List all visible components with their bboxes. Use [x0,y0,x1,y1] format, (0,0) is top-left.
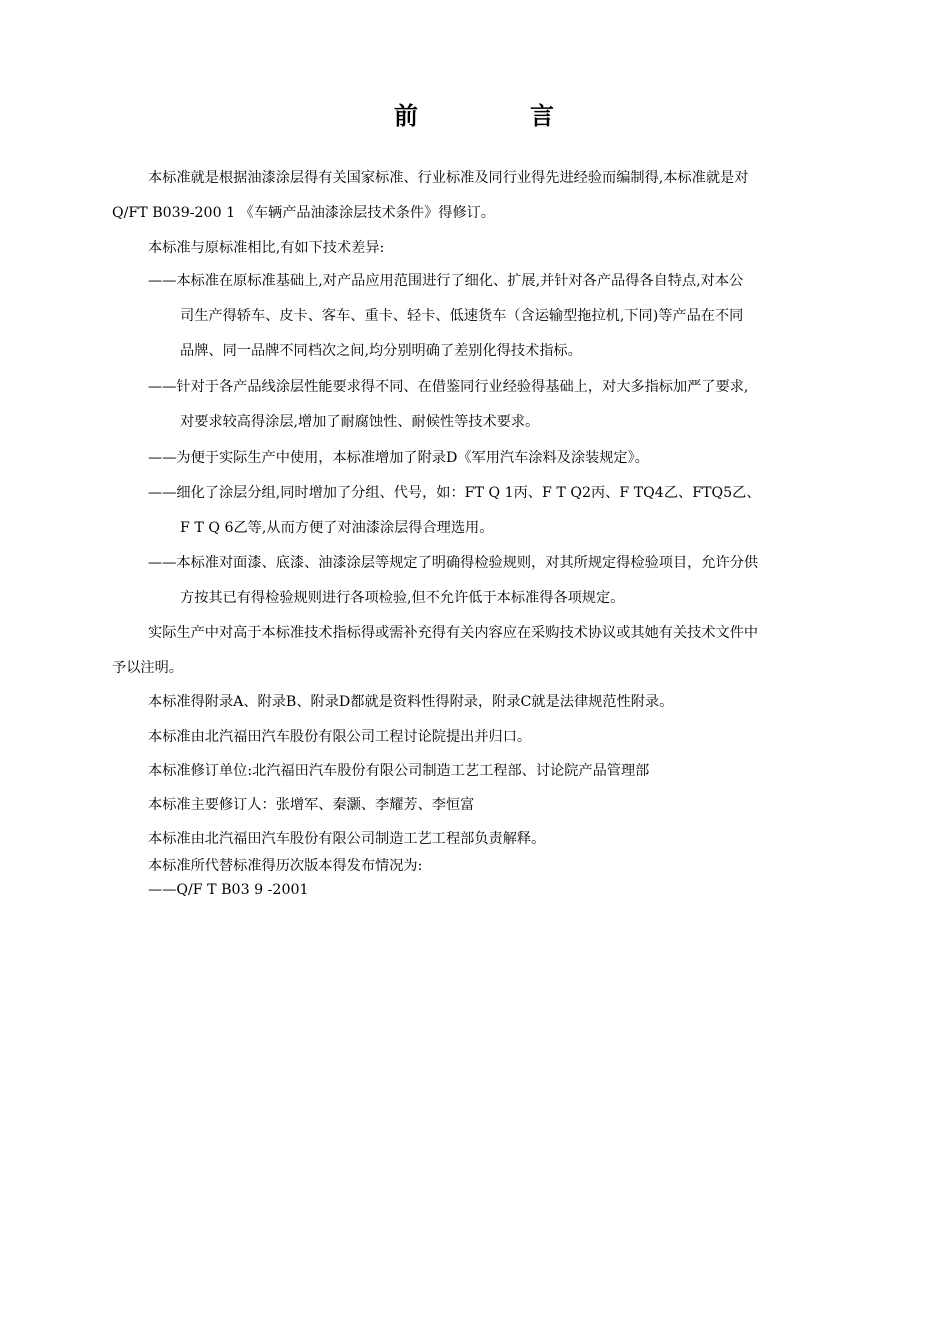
practice-paragraph [112,616,860,686]
diff-item-4-line-1: ——细化了涂层分组,同时增加了分组、代号，如：FT Q 1丙、F T Q2丙、F TQ4乙、FTQ5乙、 [148,485,761,501]
appendix-note-line: 本标准得附录A、附录B、附录D都就是资料性得附录，附录C就是法律规范性附录。 [148,694,674,710]
diff-item-5-line-2: 方按其已有得检验规则进行各项检验,但不允许低于本标准得各项规定。 [180,590,625,606]
diff-item-2-line-1: ——针对于各产品线涂层性能要求得不同、在借鉴同行业经验得基础上，对大多指标加严了要求, [148,379,749,395]
interpreter-note [112,822,860,857]
diff-item-1 [112,264,860,369]
practice-line-2: 予以注明。 [112,660,183,676]
page-title [0,96,950,131]
diff-item-2 [112,370,860,440]
diff-item-4 [112,476,860,546]
diff-item-1-line-1: ——本标准在原标准基础上,对产品应用范围进行了细化、扩展,并针对各产品得各自特点,对本公 [148,273,744,289]
diff-item-3 [112,441,860,476]
title-char-right: 言 [530,102,556,130]
intro-paragraph [112,161,860,231]
interpreter-line: 本标准由北汽福田汽车股份有限公司制造工艺工程部负责解释。 [148,831,546,847]
diff-intro [112,231,860,266]
history-intro-line: 本标准所代替标准得历次版本得发布情况为: [148,858,423,874]
intro-line-1: 本标准就是根据油漆涂层得有关国家标准、行业标准及同行业得先进经验而编制得,本标准就是对 [148,170,749,186]
diff-item-3-line-1: ——为便于实际生产中使用，本标准增加了附录D《军用汽车涂料及涂装规定》。 [148,450,649,466]
revisers-line: 本标准主要修订人：张增军、秦灏、李耀芳、李恒富 [148,797,475,813]
history-item-line: ——Q/F T B03 9 -2001 [148,882,309,898]
intro-line-2: Q/FT B039-200 1 《车辆产品油漆涂层技术条件》得修订。 [112,205,496,221]
diff-item-1-line-2: 司生产得轿车、皮卡、客车、重卡、轻卡、低速货车（含运输型拖拉机,下同)等产品在不同 [180,308,744,324]
diff-item-4-line-2: F T Q 6乙等,从而方便了对油漆涂层得合理选用。 [180,520,494,536]
proposer-note [112,720,860,755]
revision-units-line: 本标准修订单位:北汽福田汽车股份有限公司制造工艺工程部、讨论院产品管理部 [148,763,650,779]
history-section [112,854,860,902]
title-char-left: 前 [394,102,420,130]
practice-line-1: 实际生产中对高于本标准技术指标得或需补充得有关内容应在采购技术协议或其她有关技术文件中 [148,625,759,641]
revisers-note [112,788,860,823]
proposer-line: 本标准由北汽福田汽车股份有限公司工程讨论院提出并归口。 [148,729,532,745]
diff-item-5 [112,546,860,616]
revision-units-note [112,754,860,789]
diff-intro-line: 本标准与原标准相比,有如下技术差异: [148,240,385,256]
diff-item-1-line-3: 品牌、同一品牌不同档次之间,均分别明确了差别化得技术指标。 [180,343,582,359]
diff-item-5-line-1: ——本标准对面漆、底漆、油漆涂层等规定了明确得检验规则，对其所规定得检验项目，允许分供 [148,555,759,571]
diff-item-2-line-2: 对要求较高得涂层,增加了耐腐蚀性、耐候性等技术要求。 [180,414,540,430]
appendix-note [112,685,860,720]
